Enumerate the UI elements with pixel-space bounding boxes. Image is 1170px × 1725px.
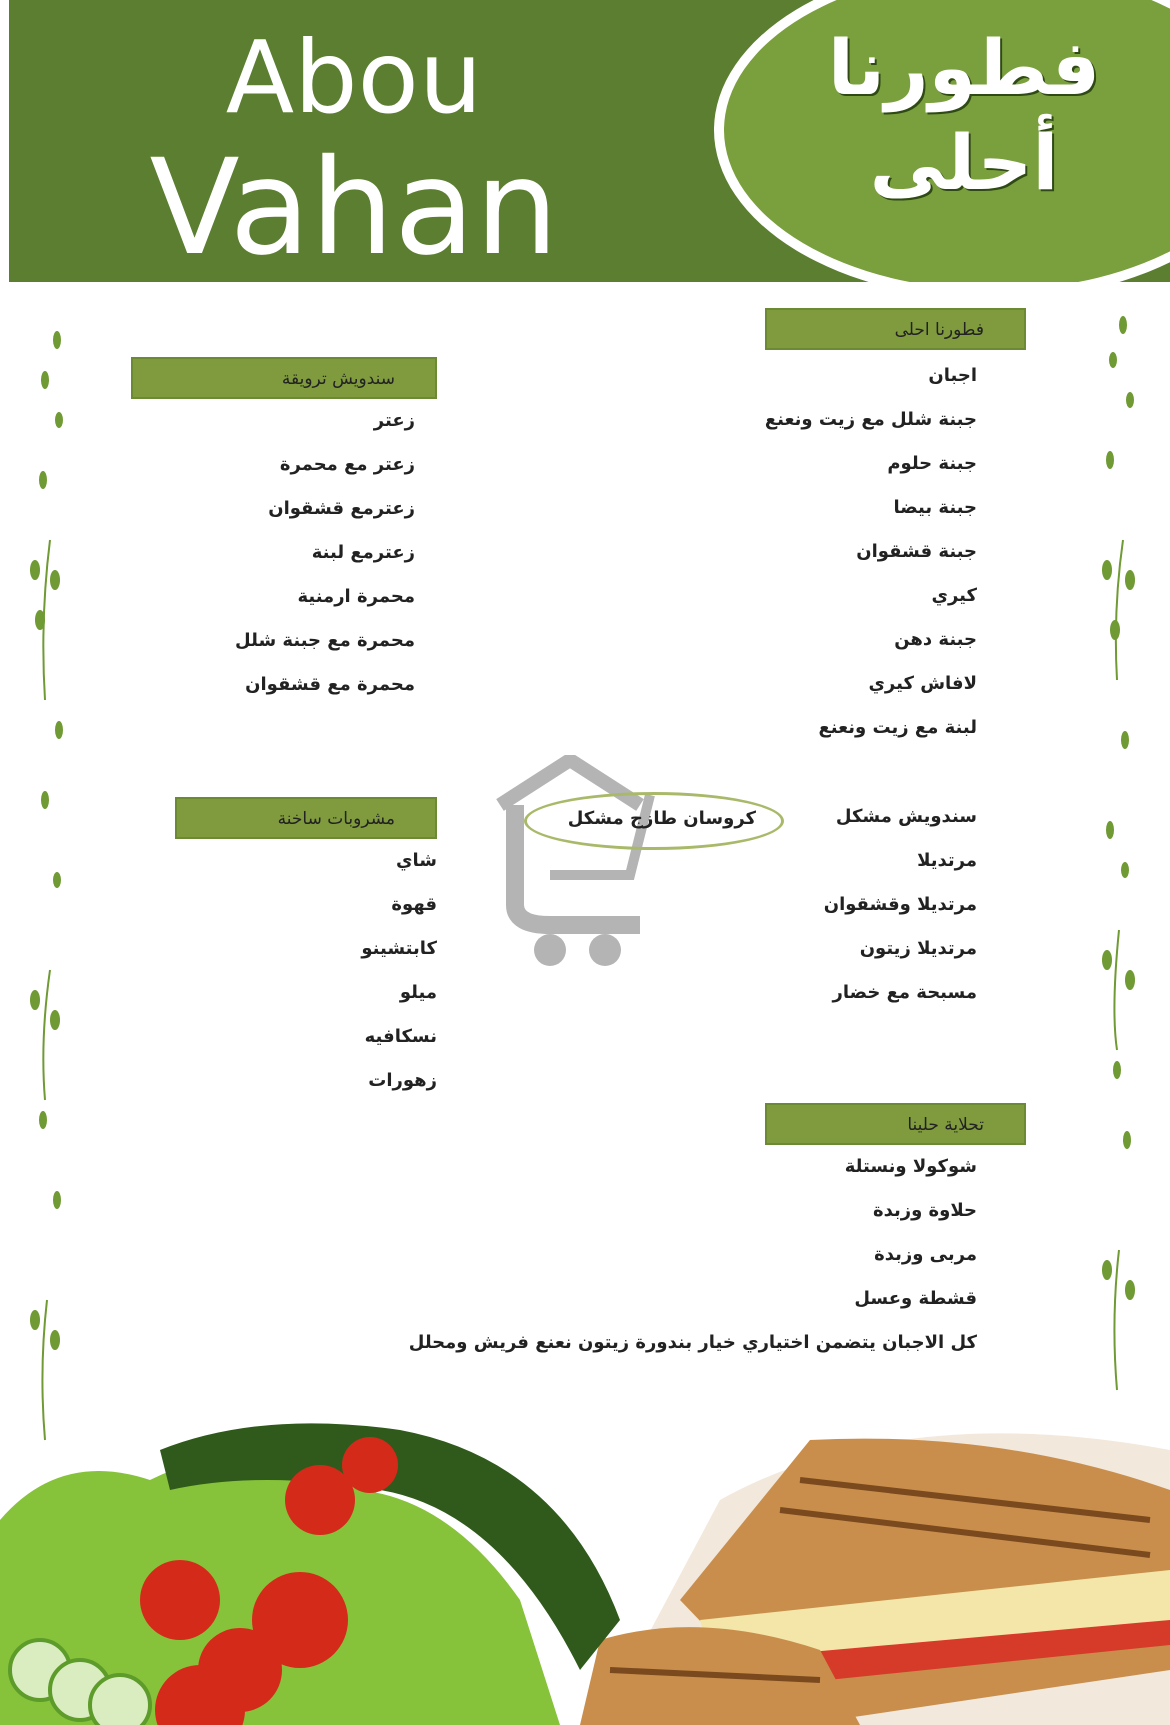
- mixed-menu-item: سندويش مشكل: [835, 806, 977, 827]
- breakfast-menu-item: جبنة شلل مع زيت ونعنع: [764, 409, 977, 430]
- sandwiches-menu-item: زعتر مع محمرة: [279, 454, 415, 475]
- sandwich-image: [580, 1439, 1170, 1725]
- slogan-line2: أحلى: [869, 118, 1059, 207]
- drinks-menu-item: زهورات: [368, 1070, 437, 1091]
- sandwiches-menu-item: محمرة ارمنية: [297, 586, 415, 607]
- breakfast-menu-item: جبنة قشقوان: [856, 541, 977, 562]
- breakfast-menu-item: لافاش كيري: [868, 673, 977, 694]
- food-photo-salad-and-sandwich: [0, 1370, 1170, 1725]
- brand-name-line2: Vahan: [149, 131, 559, 282]
- breakfast-menu-item: جبنة حلوم: [887, 453, 977, 474]
- breakfast-menu-item: جبنة بيضا: [893, 497, 977, 518]
- drinks-menu-item: شاي: [396, 850, 437, 871]
- sandwiches-menu-item: محمرة مع جبنة شلل: [235, 630, 415, 651]
- section-title-breakfast: فطورنا احلى: [765, 308, 1026, 350]
- section-title-desserts: تحلاية حلينا: [765, 1103, 1026, 1145]
- sandwiches-menu-item: زعترمع لبنة: [311, 542, 415, 563]
- sandwiches-menu-item: زعترمع قشقوان: [268, 498, 415, 519]
- brand-name-line1: Abou: [225, 19, 483, 136]
- right-vine-decoration-icon: [1095, 310, 1150, 1410]
- breakfast-menu-item: جبنة دهن: [894, 629, 977, 650]
- mixed-menu-item: مرتديلا وقشقوان: [823, 894, 977, 915]
- slogan: [809, 20, 1119, 210]
- mixed-menu-item: مسبحة مع خضار: [832, 982, 977, 1003]
- mixed-menu-item: مرتديلا زيتون: [859, 938, 977, 959]
- breakfast-menu-item: كيري: [931, 585, 977, 606]
- desserts-menu-item: شوكولا ونستلة: [844, 1156, 977, 1177]
- drinks-menu-item: قهوة: [391, 894, 437, 915]
- header-banner: [9, 0, 1170, 282]
- drinks-menu-item: كابتشينو: [361, 938, 437, 959]
- section-title-sandwiches: سندويش ترويقة: [131, 357, 437, 399]
- sandwiches-menu-item: محمرة مع قشقوان: [245, 674, 415, 695]
- drinks-menu-item: نسكافيه: [364, 1026, 437, 1047]
- drinks-menu-item: ميلو: [399, 982, 437, 1003]
- desserts-menu-item: قشطة وعسل: [854, 1288, 977, 1309]
- mixed-menu-item: مرتديلا: [917, 850, 977, 871]
- salad-image: [0, 1423, 620, 1725]
- breakfast-menu-item: لبنة مع زيت ونعنع: [818, 717, 977, 738]
- footer-note: كل الاجبان يتضمن اختياري خيار بندورة زيتون نعنع فريش ومحلل: [408, 1332, 977, 1353]
- sandwiches-menu-item: زعتر: [373, 410, 415, 431]
- shop-cart-watermark-icon: [490, 755, 670, 975]
- desserts-menu-item: حلاوة وزبدة: [872, 1200, 977, 1221]
- slogan-line1: فطورنا: [827, 23, 1101, 112]
- desserts-menu-item: مربى وزبدة: [874, 1244, 977, 1265]
- breakfast-menu-item: اجبان: [928, 365, 977, 386]
- left-vine-decoration-icon: [15, 320, 70, 1470]
- section-title-drinks: مشروبات ساخنة: [175, 797, 437, 839]
- highlight-item: كروسان طازج مشكل: [567, 808, 756, 829]
